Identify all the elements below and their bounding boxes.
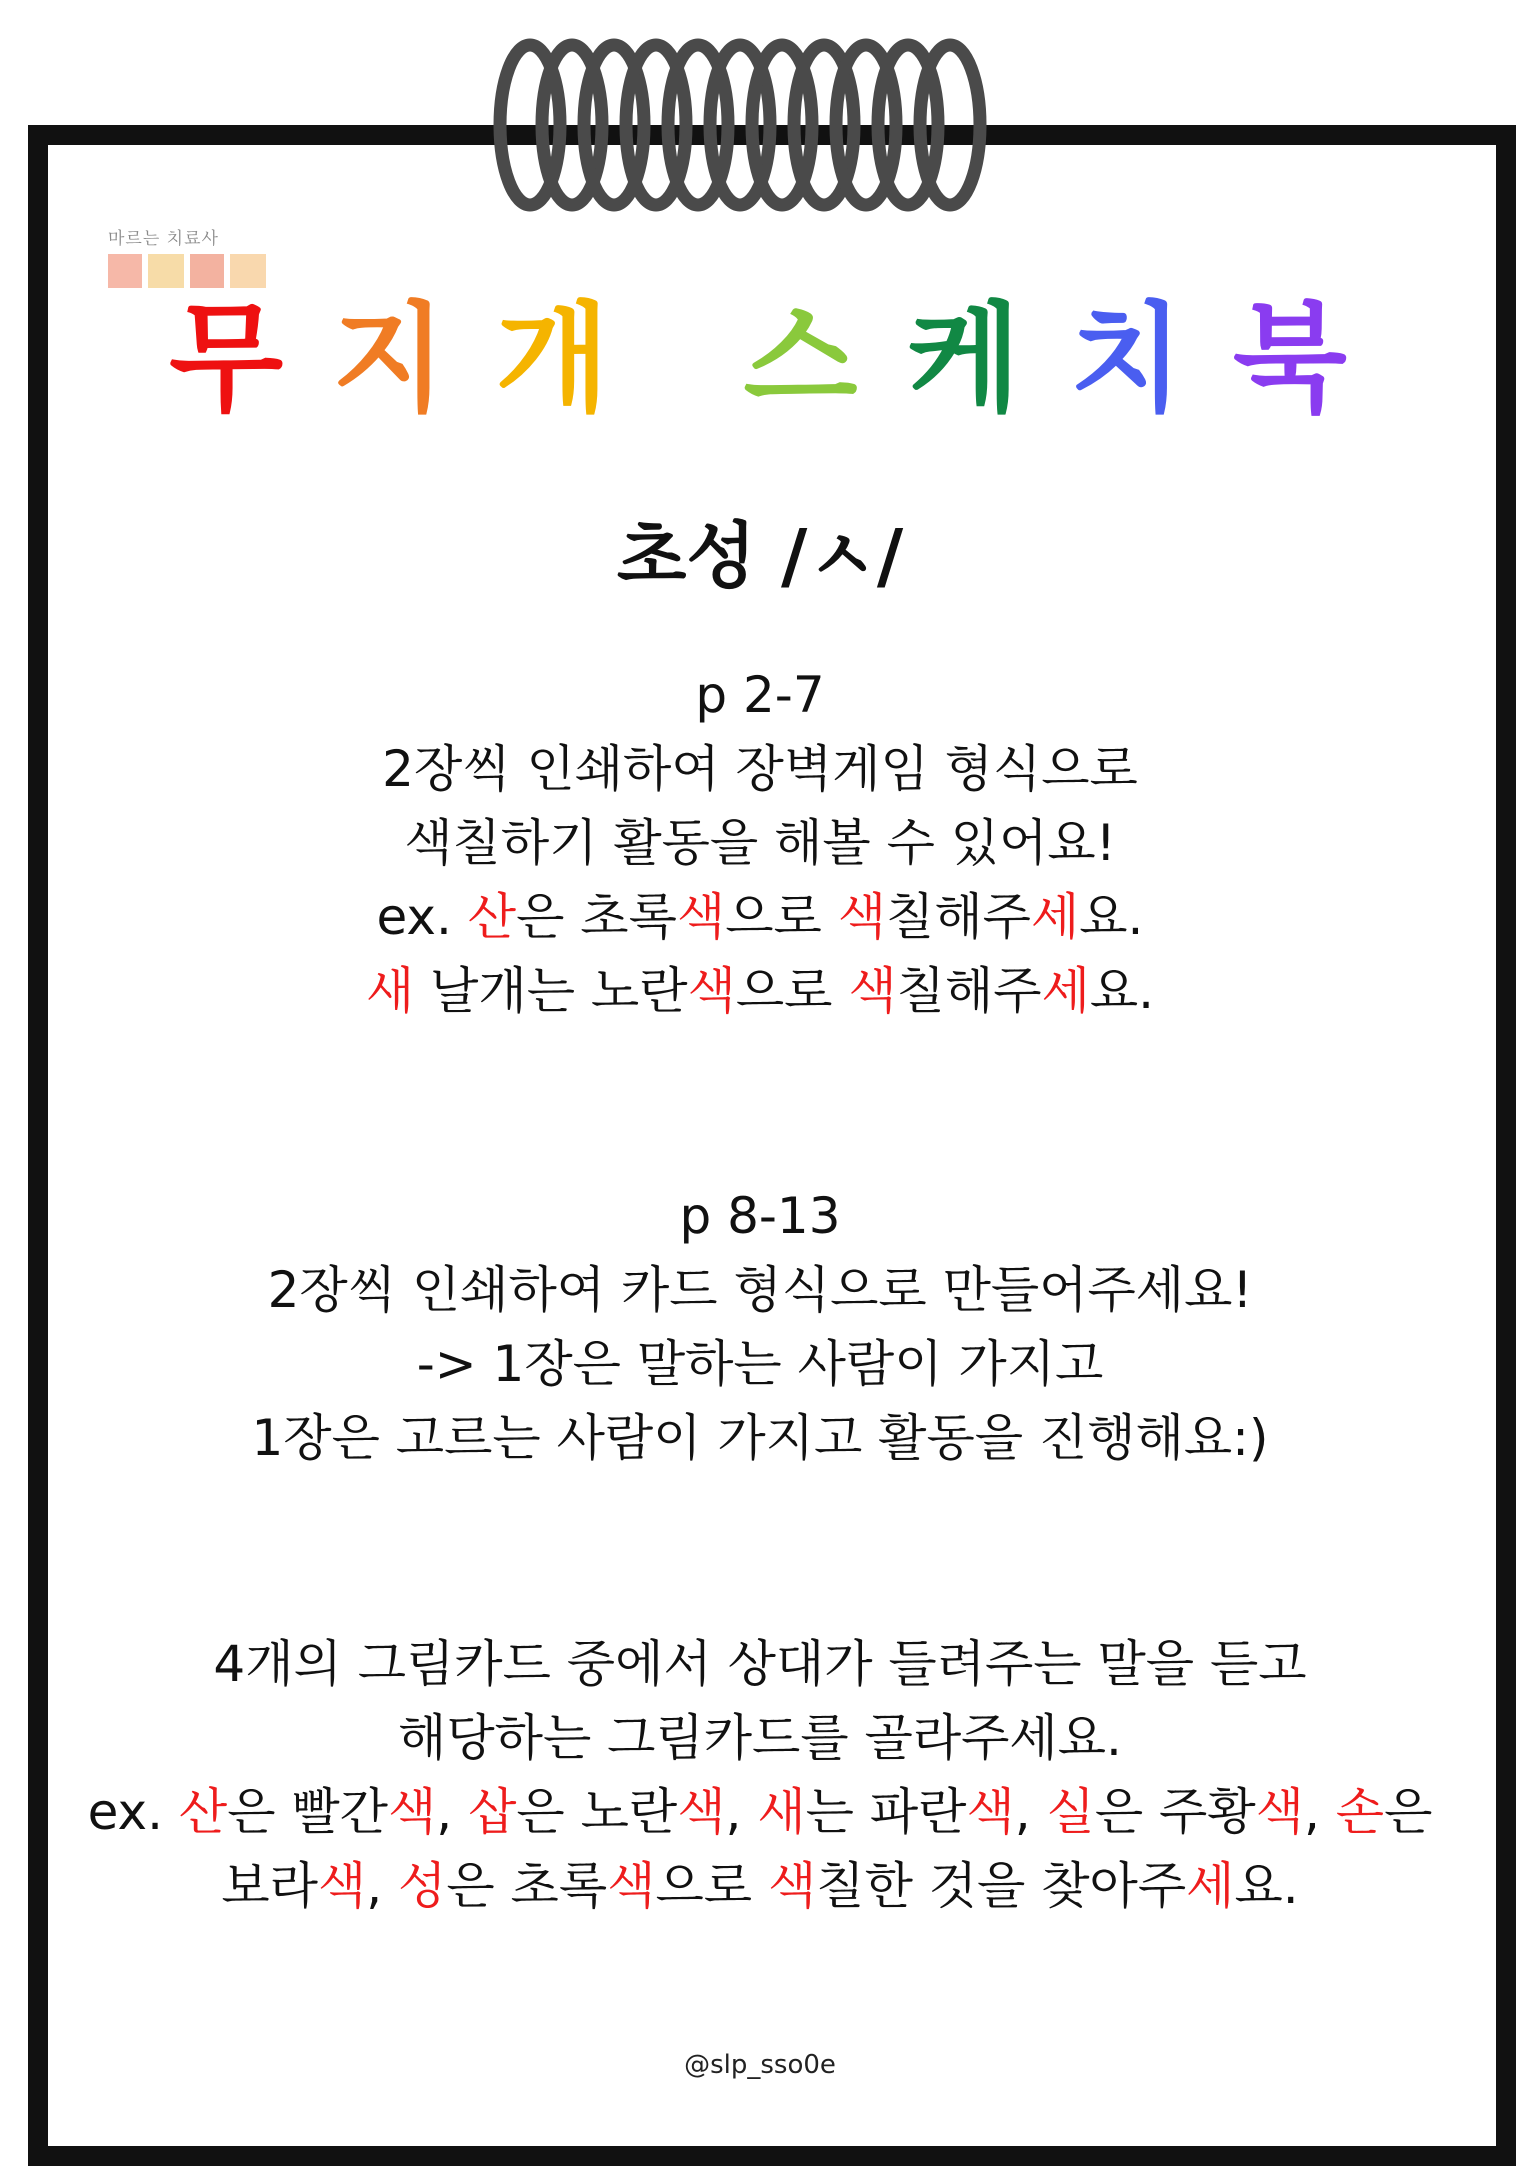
text-segment: 칠해주 bbox=[896, 962, 1042, 1020]
spiral-binding-icon bbox=[490, 30, 1030, 220]
text-segment: 칠한 것을 찾아주 bbox=[816, 1857, 1187, 1915]
text-segment: p 2-7 bbox=[695, 666, 825, 724]
text-line bbox=[0, 1260, 1520, 1320]
text-segment: 요. bbox=[1089, 962, 1155, 1020]
text-segment: 2장씩 인쇄하여 장벽게임 형식으로 bbox=[382, 740, 1138, 798]
author-handle: @slp_sso0e bbox=[684, 2050, 836, 2080]
text-segment: ex. bbox=[376, 888, 468, 946]
highlighted-text: 새 bbox=[757, 1783, 806, 1841]
text-segment: -> 1장은 말하는 사람이 가지고 bbox=[416, 1335, 1104, 1393]
text-segment: 은 주황 bbox=[1094, 1783, 1256, 1841]
text-line bbox=[0, 1334, 1520, 1394]
highlighted-text: 성 bbox=[398, 1857, 447, 1915]
text-segment: 은 빨간 bbox=[227, 1783, 388, 1841]
highlighted-text: 실 bbox=[1046, 1783, 1095, 1841]
text-segment: , bbox=[725, 1783, 758, 1841]
text-segment: 은 노란 bbox=[516, 1783, 678, 1841]
text-segment: , bbox=[366, 1857, 399, 1915]
page-title bbox=[0, 290, 1520, 428]
text-segment: 은 초록 bbox=[446, 1857, 608, 1915]
title-char: 개 bbox=[495, 290, 614, 428]
logo-block bbox=[108, 254, 142, 288]
text-segment: 은 초록 bbox=[516, 888, 677, 946]
highlighted-text: 색 bbox=[767, 1857, 817, 1915]
title-char: 지 bbox=[332, 290, 451, 428]
title-char: 케 bbox=[906, 290, 1025, 428]
text-line bbox=[0, 1856, 1520, 1916]
text-line bbox=[0, 961, 1520, 1021]
highlighted-text: 삽 bbox=[468, 1783, 517, 1841]
highlighted-text: 세 bbox=[1041, 962, 1090, 1020]
text-line bbox=[0, 739, 1520, 799]
highlighted-text: 색 bbox=[317, 1857, 367, 1915]
highlighted-text: 세 bbox=[1030, 888, 1080, 946]
highlighted-text: 색 bbox=[687, 962, 736, 1020]
text-segment: 1장은 고르는 사람이 가지고 활동을 진행해요:) bbox=[251, 1409, 1269, 1467]
logo-block bbox=[190, 254, 224, 288]
title-char: 스 bbox=[743, 290, 862, 428]
text-segment: 보라 bbox=[221, 1857, 318, 1915]
text-line bbox=[0, 1782, 1520, 1842]
text-segment: 요. bbox=[1234, 1857, 1299, 1915]
highlighted-text: 색 bbox=[387, 1783, 437, 1841]
title-char: 무 bbox=[169, 290, 288, 428]
text-segment: 2장씩 인쇄하여 카드 형식으로 만들어주세요! bbox=[267, 1261, 1253, 1319]
highlighted-text: 새 bbox=[365, 962, 415, 1020]
logo-text: 마르는 치료사 bbox=[108, 229, 219, 249]
text-segment: 해당하는 그림카드를 골라주세요. bbox=[398, 1709, 1122, 1767]
brand-logo bbox=[108, 224, 268, 294]
text-line bbox=[0, 665, 1520, 725]
highlighted-text: 색 bbox=[676, 888, 726, 946]
text-segment: 으로 bbox=[655, 1857, 768, 1915]
highlighted-text: 색 bbox=[966, 1783, 1015, 1841]
subtitle: 초성 /ㅅ/ bbox=[616, 514, 904, 598]
highlighted-text: 색 bbox=[677, 1783, 726, 1841]
title-char: 북 bbox=[1232, 290, 1351, 428]
highlighted-text: 색 bbox=[1255, 1783, 1304, 1841]
text-line bbox=[0, 813, 1520, 873]
text-segment: 날개는 노란 bbox=[414, 962, 688, 1020]
logo-blocks bbox=[108, 254, 268, 288]
highlighted-text: 색 bbox=[607, 1857, 656, 1915]
highlighted-text: 산 bbox=[467, 888, 517, 946]
highlighted-text: 색 bbox=[848, 962, 897, 1020]
text-line bbox=[0, 1186, 1520, 1246]
text-segment: 요. bbox=[1079, 888, 1144, 946]
text-line bbox=[0, 1408, 1520, 1468]
highlighted-text: 색 bbox=[837, 888, 887, 946]
text-segment: 으로 bbox=[735, 962, 849, 1020]
logo-block bbox=[230, 254, 266, 288]
text-segment: 4개의 그림카드 중에서 상대가 들려주는 말을 듣고 bbox=[213, 1635, 1307, 1693]
spiral-loop bbox=[920, 45, 980, 205]
highlighted-text: 세 bbox=[1186, 1857, 1235, 1915]
title-char: 치 bbox=[1069, 290, 1188, 428]
text-segment: p 8-13 bbox=[679, 1187, 841, 1245]
text-line bbox=[0, 1708, 1520, 1768]
text-segment: 색칠하기 활동을 해볼 수 있어요! bbox=[404, 814, 1116, 872]
text-segment: , bbox=[1014, 1783, 1047, 1841]
text-segment: 칠해주 bbox=[886, 888, 1031, 946]
text-segment: , bbox=[1303, 1783, 1336, 1841]
highlighted-text: 손 bbox=[1335, 1783, 1385, 1841]
text-segment: , bbox=[436, 1783, 469, 1841]
text-segment: 은 bbox=[1384, 1783, 1433, 1841]
text-line bbox=[0, 1634, 1520, 1694]
text-segment: 으로 bbox=[725, 888, 838, 946]
logo-block bbox=[148, 254, 184, 288]
text-segment: ex. bbox=[87, 1783, 179, 1841]
highlighted-text: 산 bbox=[178, 1783, 228, 1841]
text-segment: 는 파란 bbox=[805, 1783, 967, 1841]
text-line bbox=[0, 887, 1520, 947]
